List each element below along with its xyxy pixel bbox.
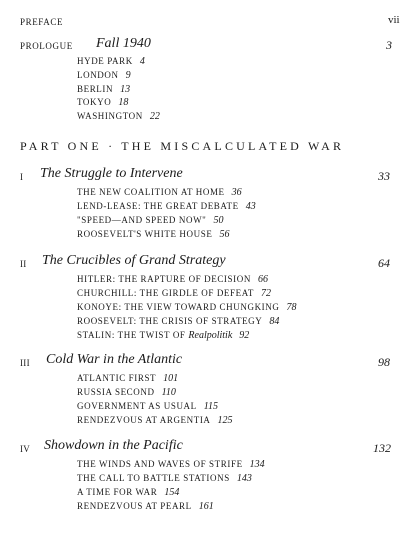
- entry-title-italic: Realpolitik: [188, 330, 233, 341]
- entry-title: THE CALL TO BATTLE STATIONS: [77, 473, 230, 483]
- toc-entry: [77, 201, 256, 212]
- entry-title: WASHINGTON: [77, 111, 143, 121]
- chapter-title: The Struggle to Intervene: [40, 166, 183, 181]
- chapter-numeral: III: [20, 358, 30, 368]
- entry-page: 154: [164, 487, 180, 498]
- toc-entry: [77, 330, 249, 341]
- toc-entry: [77, 97, 128, 108]
- chapter-title: Showdown in the Pacific: [44, 438, 183, 453]
- entry-page: 110: [161, 387, 176, 398]
- toc-entry: [77, 187, 242, 198]
- entry-page: 18: [118, 97, 129, 108]
- entry-title: BERLIN: [77, 84, 114, 94]
- toc-entry: [77, 487, 179, 498]
- toc-entry: [77, 401, 218, 412]
- entry-page: 43: [245, 201, 256, 212]
- entry-page: 134: [249, 459, 265, 470]
- chapter-page: 64: [378, 256, 390, 270]
- entry-page: 66: [257, 274, 268, 285]
- chapter-numeral: IV: [20, 444, 31, 454]
- entry-page: 9: [125, 70, 131, 81]
- entry-title: KONOYE: THE VIEW TOWARD CHUNGKING: [77, 302, 280, 312]
- toc-entry: [77, 473, 252, 484]
- toc-entry: [77, 302, 296, 313]
- preface-page: vii: [388, 14, 400, 26]
- entry-title: RENDEZVOUS AT PEARL: [77, 501, 192, 511]
- entry-page: 143: [236, 473, 252, 484]
- entry-title: HYDE PARK: [77, 56, 133, 66]
- toc-entry: [77, 316, 279, 327]
- toc-entry: [77, 501, 214, 512]
- prologue-label: PROLOGUE: [20, 41, 73, 51]
- entry-title: RUSSIA SECOND: [77, 387, 155, 397]
- entry-title: ROOSEVELT: THE CRISIS OF STRATEGY: [77, 316, 263, 326]
- entry-title: GOVERNMENT AS USUAL: [77, 401, 197, 411]
- entry-page: 22: [149, 111, 160, 122]
- entry-page: 84: [269, 316, 280, 327]
- chapter-numeral: I: [20, 172, 24, 182]
- entry-title: STALIN: THE TWIST OF: [77, 330, 186, 340]
- toc-entry: [77, 70, 131, 81]
- entry-title: TOKYO: [77, 97, 112, 107]
- entry-title: LEND-LEASE: THE GREAT DEBATE: [77, 201, 239, 211]
- entry-title: RENDEZVOUS AT ARGENTIA: [77, 415, 211, 425]
- chapter-page: 132: [373, 441, 391, 455]
- toc-entry: [77, 111, 160, 122]
- toc-entry: [77, 415, 233, 426]
- entry-page: 115: [203, 401, 219, 412]
- toc-entry: [77, 229, 229, 240]
- toc-entry: [77, 288, 271, 299]
- chapter-title: Cold War in the Atlantic: [46, 352, 183, 367]
- entry-page: 161: [198, 501, 214, 512]
- entry-page: 4: [139, 56, 145, 67]
- entry-page: 72: [260, 288, 271, 299]
- entry-title: "SPEED—AND SPEED NOW": [77, 215, 207, 225]
- toc-entry: [77, 84, 130, 95]
- toc-entry: [77, 373, 178, 384]
- entry-page: 101: [163, 373, 179, 384]
- entry-page: 50: [213, 215, 224, 226]
- chapter-numeral: II: [20, 259, 27, 269]
- toc-entry: [77, 215, 223, 226]
- chapter-page: 98: [378, 355, 390, 369]
- entry-title: A TIME FOR WAR: [77, 487, 158, 497]
- toc-entry: [77, 387, 176, 398]
- entry-page: 92: [239, 330, 250, 341]
- entry-title: THE WINDS AND WAVES OF STRIFE: [77, 459, 243, 469]
- entry-page: 13: [120, 84, 131, 95]
- preface-label: PREFACE: [20, 17, 64, 27]
- part-heading: PART ONE · THE MISCALCULATED WAR: [20, 139, 345, 153]
- entry-page: 56: [219, 229, 230, 240]
- prologue-page: 3: [386, 38, 392, 52]
- entry-title: HITLER: THE RAPTURE OF DECISION: [77, 274, 251, 284]
- toc-entry: [77, 459, 265, 470]
- entry-title: ATLANTIC FIRST: [77, 373, 157, 383]
- entry-page: 78: [286, 302, 297, 313]
- chapter-title: The Crucibles of Grand Strategy: [42, 253, 226, 268]
- entry-page: 36: [231, 187, 242, 198]
- chapter-page: 33: [378, 169, 390, 183]
- entry-title: CHURCHILL: THE GIRDLE OF DEFEAT: [77, 288, 254, 298]
- toc-entry: [77, 56, 145, 67]
- entry-page: 125: [217, 415, 233, 426]
- entry-title: ROOSEVELT'S WHITE HOUSE: [77, 229, 213, 239]
- prologue-title: Fall 1940: [96, 36, 151, 51]
- entry-title: LONDON: [77, 70, 119, 80]
- toc-entry: [77, 274, 268, 285]
- entry-title: THE NEW COALITION AT HOME: [77, 187, 225, 197]
